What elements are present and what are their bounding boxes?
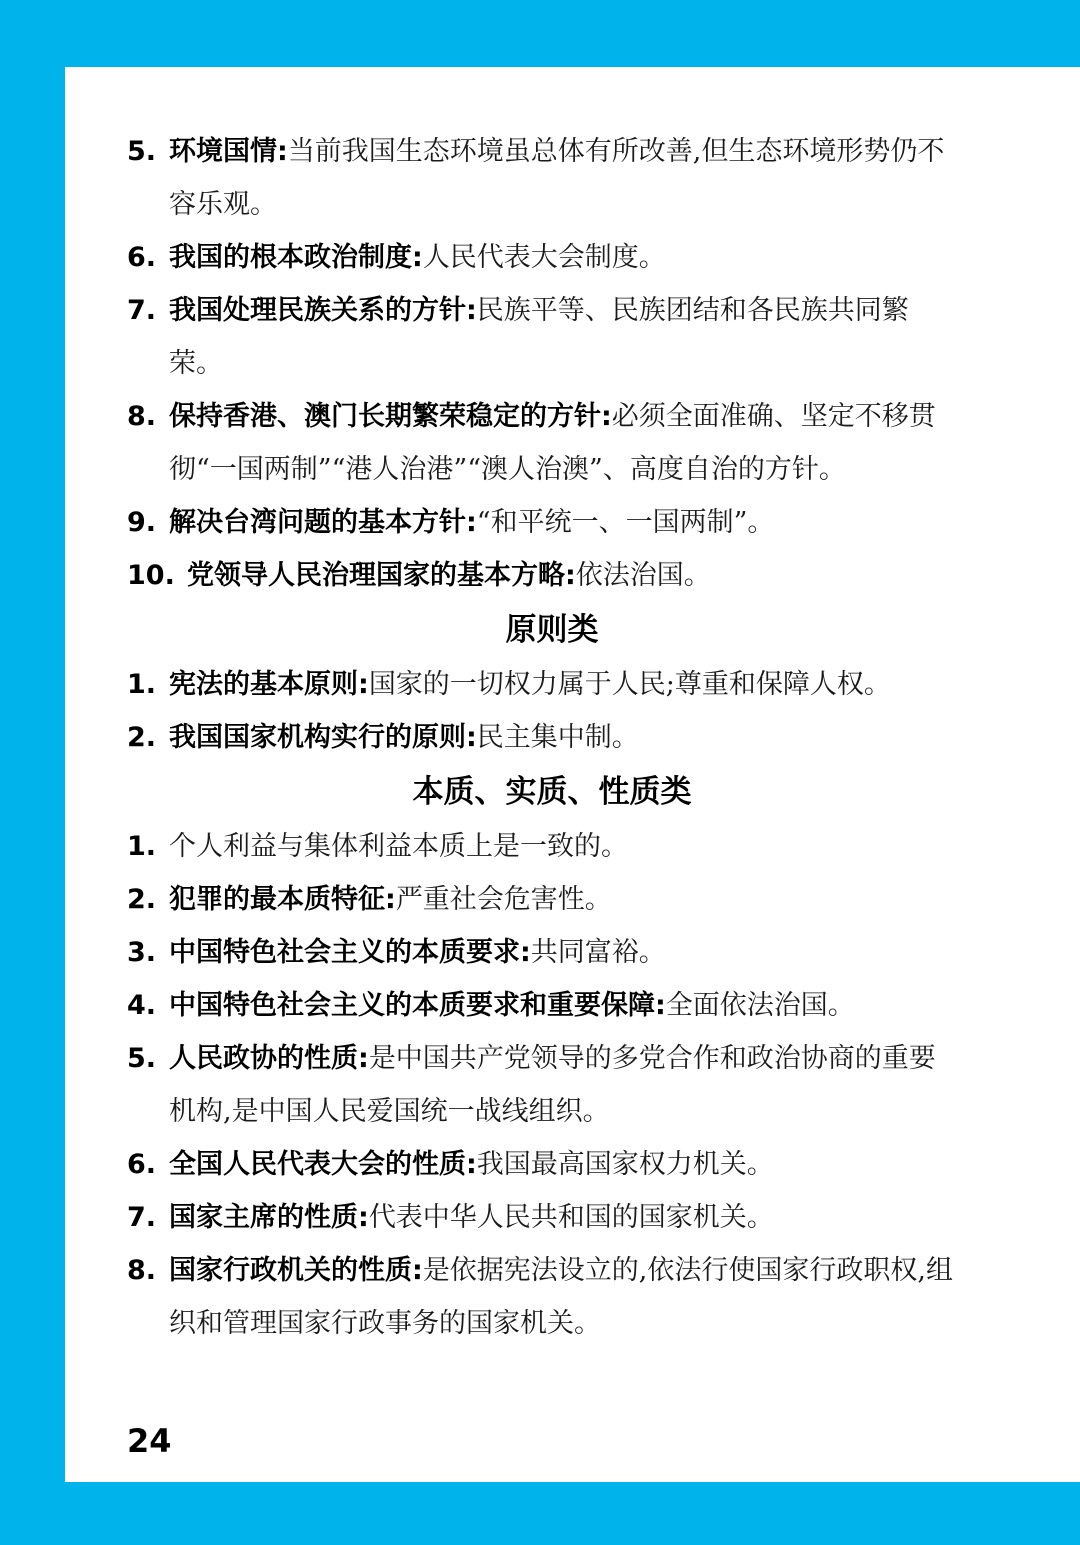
item-text: 国家的一切权力属于人民;尊重和保障人权。 — [368, 669, 891, 700]
list-item — [127, 820, 957, 873]
list-item — [127, 873, 957, 926]
item-number: 5. — [127, 136, 157, 167]
item-number: 4. — [127, 990, 157, 1021]
item-body — [169, 231, 957, 284]
item-number: 3. — [127, 937, 157, 968]
list-item — [127, 390, 957, 496]
list-item — [127, 125, 957, 231]
item-lead: 宪法的基本原则: — [169, 669, 369, 700]
item-body — [169, 926, 957, 979]
item-text: 个人利益与集体利益本质上是一致的。 — [169, 831, 628, 862]
list-item — [127, 284, 957, 390]
section-heading-nature: 本质、实质、性质类 — [412, 774, 692, 810]
page-number: 24 — [127, 1422, 172, 1460]
item-lead: 我国处理民族关系的方针: — [169, 295, 477, 326]
list-item — [127, 231, 957, 284]
item-body — [169, 1191, 957, 1244]
page-content — [127, 125, 957, 1350]
list-item — [127, 1244, 957, 1350]
item-body — [169, 979, 957, 1032]
item-lead: 国家行政机关的性质: — [169, 1255, 423, 1286]
item-lead: 党领导人民治理国家的基本方略: — [187, 560, 576, 591]
item-text: 是中国共产党领导的多党合作和政治协商的重要机构,是中国人民爱国统一战线组织。 — [169, 1043, 936, 1127]
list-item — [127, 658, 957, 711]
list-item — [127, 926, 957, 979]
item-body — [169, 658, 957, 711]
item-number: 6. — [127, 1149, 157, 1180]
item-number: 2. — [127, 722, 157, 753]
list-item — [127, 711, 957, 764]
item-lead: 我国国家机构实行的原则: — [169, 722, 477, 753]
item-number: 1. — [127, 669, 157, 700]
item-text: 共同富裕。 — [530, 937, 666, 968]
list-item — [127, 1032, 957, 1138]
item-text: 我国最高国家权力机关。 — [476, 1149, 774, 1180]
item-number: 2. — [127, 884, 157, 915]
item-number: 9. — [127, 507, 157, 538]
item-number: 7. — [127, 295, 157, 326]
item-lead: 人民政协的性质: — [169, 1043, 369, 1074]
item-text: 当前我国生态环境虽总体有所改善,但生态环境形势仍不容乐观。 — [169, 136, 945, 220]
section-heading-principles: 原则类 — [505, 612, 599, 648]
item-body — [169, 125, 957, 231]
item-text: 依法治国。 — [575, 560, 711, 591]
item-number: 1. — [127, 831, 157, 862]
page-sheet — [65, 67, 1080, 1482]
item-text: 民族平等、民族团结和各民族共同繁荣。 — [169, 295, 909, 379]
item-lead: 保持香港、澳门长期繁荣稳定的方针: — [169, 401, 612, 432]
list-item — [127, 1138, 957, 1191]
item-lead: 国家主席的性质: — [169, 1202, 369, 1233]
item-body — [187, 549, 957, 602]
item-body — [169, 873, 957, 926]
item-body — [169, 1032, 957, 1138]
item-text: 是依据宪法设立的,依法行使国家行政职权,组织和管理国家行政事务的国家机关。 — [169, 1255, 953, 1339]
list-item — [127, 1191, 957, 1244]
item-text: 人民代表大会制度。 — [422, 242, 666, 273]
item-number: 10. — [127, 560, 175, 591]
item-body — [169, 820, 957, 873]
item-text: 严重社会危害性。 — [395, 884, 612, 915]
item-number: 7. — [127, 1202, 157, 1233]
item-lead: 犯罪的最本质特征: — [169, 884, 396, 915]
item-text: 必须全面准确、坚定不移贯彻“一国两制”“港人治港”“澳人治澳”、高度自治的方针。 — [169, 401, 936, 485]
item-number: 6. — [127, 242, 157, 273]
item-body — [169, 711, 957, 764]
item-body — [169, 284, 957, 390]
list-item — [127, 979, 957, 1032]
list-item — [127, 549, 957, 602]
item-body — [169, 1244, 957, 1350]
item-text: “和平统一、一国两制”。 — [476, 507, 775, 538]
item-text: 全面依法治国。 — [665, 990, 855, 1021]
item-lead: 中国特色社会主义的本质要求和重要保障: — [169, 990, 666, 1021]
item-body — [169, 496, 957, 549]
item-body — [169, 390, 957, 496]
item-lead: 我国的根本政治制度: — [169, 242, 423, 273]
item-lead: 中国特色社会主义的本质要求: — [169, 937, 531, 968]
item-lead: 环境国情: — [169, 136, 288, 167]
item-lead: 全国人民代表大会的性质: — [169, 1149, 477, 1180]
item-lead: 解决台湾问题的基本方针: — [169, 507, 477, 538]
item-body — [169, 1138, 957, 1191]
list-item — [127, 496, 957, 549]
item-number: 8. — [127, 401, 157, 432]
item-text: 民主集中制。 — [476, 722, 639, 753]
item-number: 8. — [127, 1255, 157, 1286]
item-number: 5. — [127, 1043, 157, 1074]
item-text: 代表中华人民共和国的国家机关。 — [368, 1202, 774, 1233]
